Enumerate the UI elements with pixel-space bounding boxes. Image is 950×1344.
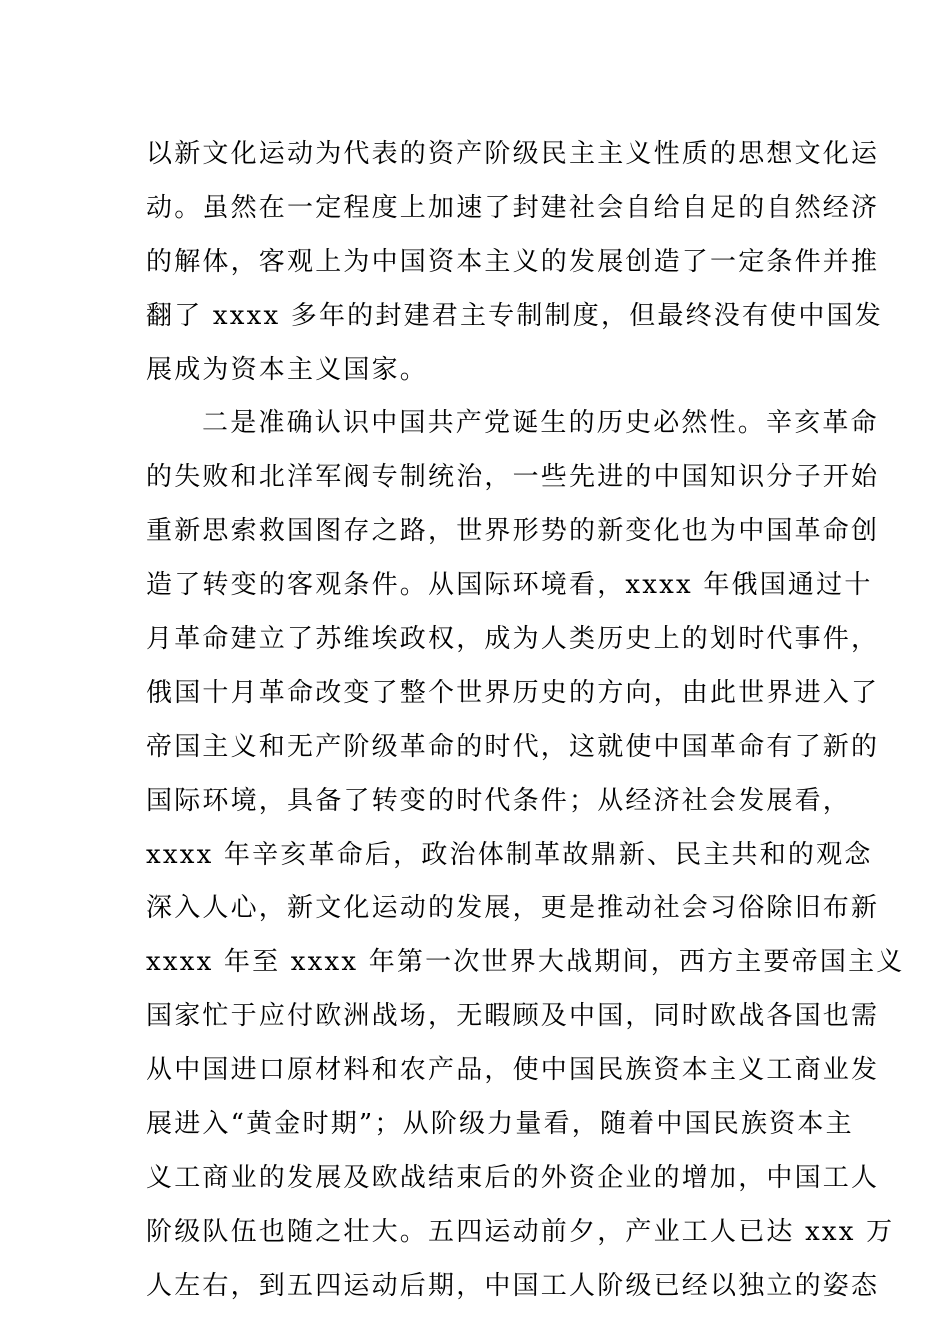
text-line: 俄国十月革命改变了整个世界历史的方向，由此世界进入了 — [146, 677, 880, 708]
text-line: 帝国主义和无产阶级革命的时代，这就使中国革命有了新的 — [146, 731, 880, 762]
text-line: 以新文化运动为代表的资产阶级民主主义性质的思想文化运 — [146, 139, 880, 169]
text-line: 翻了 xxxx 多年的封建君主专制制度，但最终没有使中国发 — [146, 300, 883, 331]
text-line: 展成为资本主义国家。 — [146, 354, 429, 385]
text-line: 造了转变的客观条件。从国际环境看，xxxx 年俄国通过十 — [146, 570, 873, 601]
text-line: 重新思索救国图存之路，世界形势的新变化也为中国革命创 — [146, 516, 880, 547]
text-line: 的失败和北洋军阀专制统治，一些先进的中国知识分子开始 — [146, 462, 880, 493]
text-line: xxxx 年辛亥革命后，政治体制革故鼎新、民主共和的观念 — [146, 839, 873, 870]
text-line: 的解体，客观上为中国资本主义的发展创造了一定条件并推 — [146, 246, 880, 277]
text-line: 人左右，到五四运动后期，中国工人阶级已经以独立的姿态 — [146, 1270, 880, 1301]
text-line: 展进入“黄金时期”；从阶级力量看，随着中国民族资本主 — [146, 1109, 854, 1140]
text-line: 月革命建立了苏维埃政权，成为人类历史上的划时代事件， — [146, 624, 880, 655]
text-line: 国家忙于应付欧洲战场，无暇顾及中国，同时欧战各国也需 — [146, 1001, 880, 1032]
text-line: 动。虽然在一定程度上加速了封建社会自给自足的自然经济 — [146, 192, 880, 223]
text-line: 国际环境，具备了转变的时代条件；从经济社会发展看， — [146, 785, 852, 816]
text-line: 从中国进口原材料和农产品，使中国民族资本主义工商业发 — [146, 1055, 880, 1086]
text-line: 义工商业的发展及欧战结束后的外资企业的增加，中国工人 — [146, 1162, 880, 1193]
text-line: 阶级队伍也随之壮大。五四运动前夕，产业工人已达 xxx 万 — [146, 1216, 895, 1247]
paragraph-first-line: 二是准确认识中国共产党诞生的历史必然性。辛亥革命 — [202, 408, 879, 439]
text-line: 深入人心，新文化运动的发展，更是推动社会习俗除旧布新 — [146, 893, 880, 924]
body-text — [146, 128, 905, 1314]
text-line: xxxx 年至 xxxx 年第一次世界大战期间，西方主要帝国主义 — [146, 947, 905, 978]
